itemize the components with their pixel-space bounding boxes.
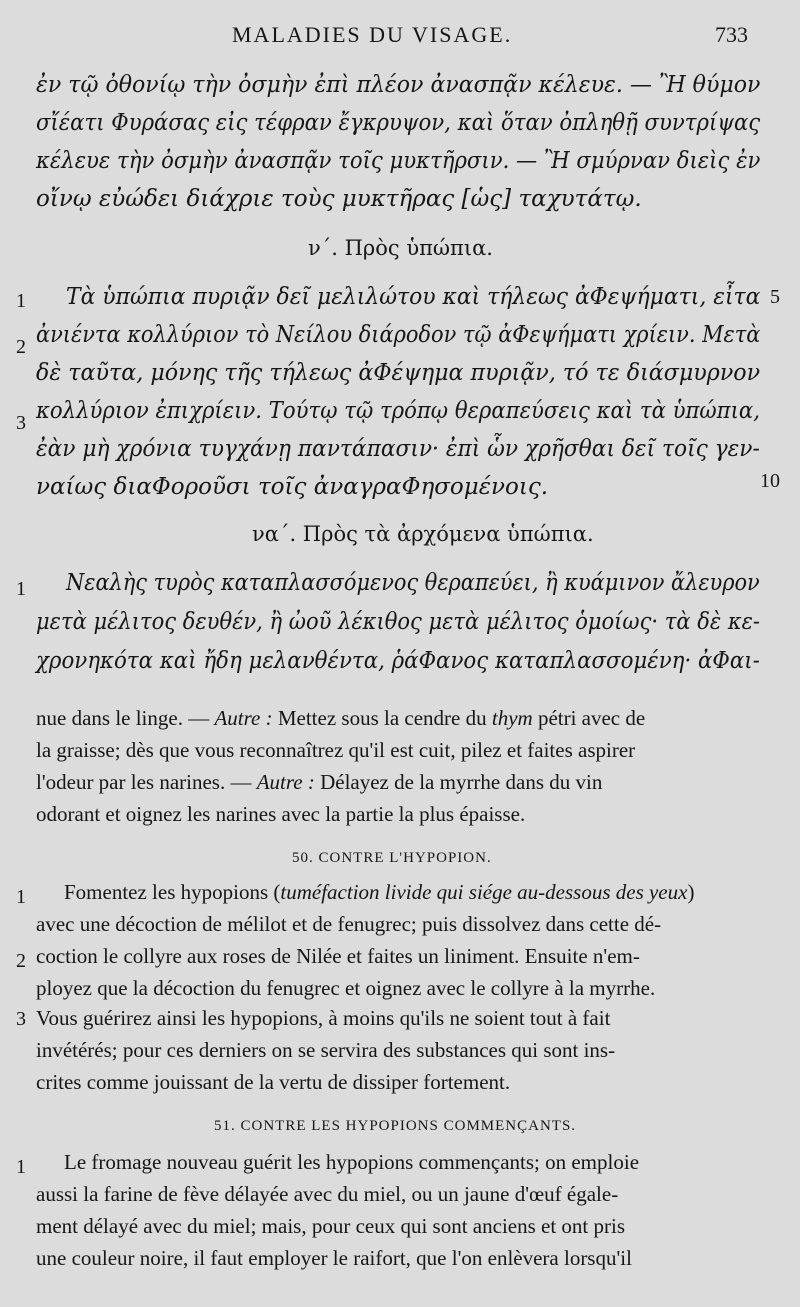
text-span: ) (687, 880, 695, 904)
text-line: σἴέατι Φυράσας εἰς τέφραν ἔγκρυψον, καὶ ὅταν ὀπληθῇ συντρίψας (36, 110, 761, 136)
text-span: Délayez de la myrrhe dans du vin (314, 770, 603, 794)
text-line: κολλύριον ἐπιχρίειν. Τούτῳ τῷ τρόπῳ θεραπεύσεις καὶ τὰ ὑπώπια, (36, 398, 760, 424)
text-line: Vous guérirez ainsi les hypopions, à moins qu'ils ne soient tout à fait (36, 1006, 611, 1030)
text-line: avec une décoction de mélilot et de fenugrec; puis dissolvez dans cette dé- (36, 912, 662, 936)
line-number: 3 (16, 1008, 26, 1030)
text-line: invétérés; pour ces derniers on se servira des substances qui sont ins- (36, 1038, 616, 1062)
line-number: 1 (16, 1156, 26, 1178)
text-line: ἐν τῷ ὀθονίῳ τὴν ὀσμὴν ἐπὶ πλέον ἀνασπᾷν κέλευε. — Ἢ θύμον (36, 72, 761, 98)
section-heading: ν΄. Πρὸς ὑπώπια. (308, 236, 493, 260)
line-number: 2 (16, 336, 26, 358)
text-line: aussi la farine de fève délayée avec du miel, ou un jaune d'œuf égale- (36, 1182, 619, 1206)
section-heading: 50. CONTRE L'HYPOPION. (292, 850, 492, 866)
italic-span: thym (491, 706, 533, 730)
text-line (36, 706, 645, 731)
section-heading: 51. CONTRE LES HYPOPIONS COMMENÇANTS. (214, 1118, 577, 1134)
text-line: ment délayé avec du miel; mais, pour ceux qui sont anciens et ont pris (36, 1214, 626, 1238)
text-line (36, 770, 602, 795)
line-number: 1 (16, 886, 26, 908)
text-line: la graisse; dès que vous reconnaîtrez qu'il est cuit, pilez et faites aspirer (36, 738, 636, 762)
text-line: Le fromage nouveau guérit les hypopions commençants; on emploie (64, 1150, 640, 1174)
text-span: pétri avec de (532, 706, 646, 730)
page-header (0, 18, 800, 54)
text-line: δὲ ταῦτα, μόνης τῆς τήλεως ἀΦέψημα πυριᾷν, τό τε διάσμυρνον (36, 360, 761, 386)
text-line: une couleur noire, il faut employer le raifort, que l'on enlèvera lorsqu'il (36, 1246, 632, 1270)
text-line: οἴνῳ εὐώδει διάχριε τοὺς μυκτῆρας [ὡς] ταχυτάτῳ. (36, 186, 642, 212)
section-heading: να΄. Πρὸς τὰ ἀρχόμενα ὑπώπια. (252, 522, 594, 546)
text-line: ployez que la décoction du fenugrec et oignez avec le collyre à la myrrhe. (36, 976, 656, 1000)
text-span: Fomentez les hypopions ( (64, 880, 281, 904)
line-number: 1 (16, 290, 26, 312)
text-span: l'odeur par les narines. — (36, 770, 257, 794)
text-line: Νεαλὴς τυρὸς καταπλασσόμενος θεραπεύει, ἢ κυάμινον ἄλευρον (66, 570, 760, 596)
text-line: μετὰ μέλιτος δευθέν, ἢ ὠοῦ λέκιθος μετὰ μέλιτος ὁμοίως· τὰ δὲ κε- (36, 609, 761, 635)
italic-span: Autre : (214, 706, 273, 730)
verse-number: 5 (770, 286, 780, 308)
italic-span: Autre : (256, 770, 315, 794)
text-line: χρονηκότα καὶ ἤδη μελανθέντα, ῥάΦανος καταπλασσομένη· ἀΦαι- (36, 648, 760, 674)
line-number: 2 (16, 950, 26, 972)
text-line: odorant et oignez les narines avec la partie la plus épaisse. (36, 802, 526, 826)
text-span: nue dans le linge. — (36, 706, 215, 730)
text-line: ἀνιέντα κολλύριον τὸ Νείλου διάροδον τῷ ἀΦεψήματι χρίειν. Μετὰ (36, 322, 761, 348)
text-span: Mettez sous la cendre du (272, 706, 492, 730)
line-number: 1 (16, 578, 26, 600)
text-line: coction le collyre aux roses de Nilée et faites un liniment. Ensuite n'em- (36, 944, 640, 968)
line-number: 3 (16, 412, 26, 434)
text-line: Τὰ ὑπώπια πυριᾷν δεῖ μελιλώτου καὶ τήλεως ἀΦεψήματι, εἶτα (66, 284, 761, 310)
text-line: κέλευε τὴν ὀσμὴν ἀνασπᾷν τοῖς μυκτῆρσιν. — Ἢ σμύρναν διεὶς ἐν (36, 148, 761, 174)
text-line: ἐὰν μὴ χρόνια τυγχάνῃ παντάπασιν· ἐπὶ ὧν χρῆσθαι δεῖ τοῖς γεν- (36, 436, 760, 462)
page-number: 733 (715, 22, 748, 47)
text-line (64, 880, 694, 905)
running-title: MALADIES DU VISAGE. (232, 22, 513, 47)
text-line: ναίως διαΦοροῦσι τοῖς ἀναγραΦησομένοις. (36, 474, 549, 500)
italic-span: tuméfaction livide qui siége au-dessous des yeux (280, 880, 688, 904)
text-line: crites comme jouissant de la vertu de dissiper fortement. (36, 1070, 511, 1094)
verse-number: 10 (760, 470, 780, 492)
